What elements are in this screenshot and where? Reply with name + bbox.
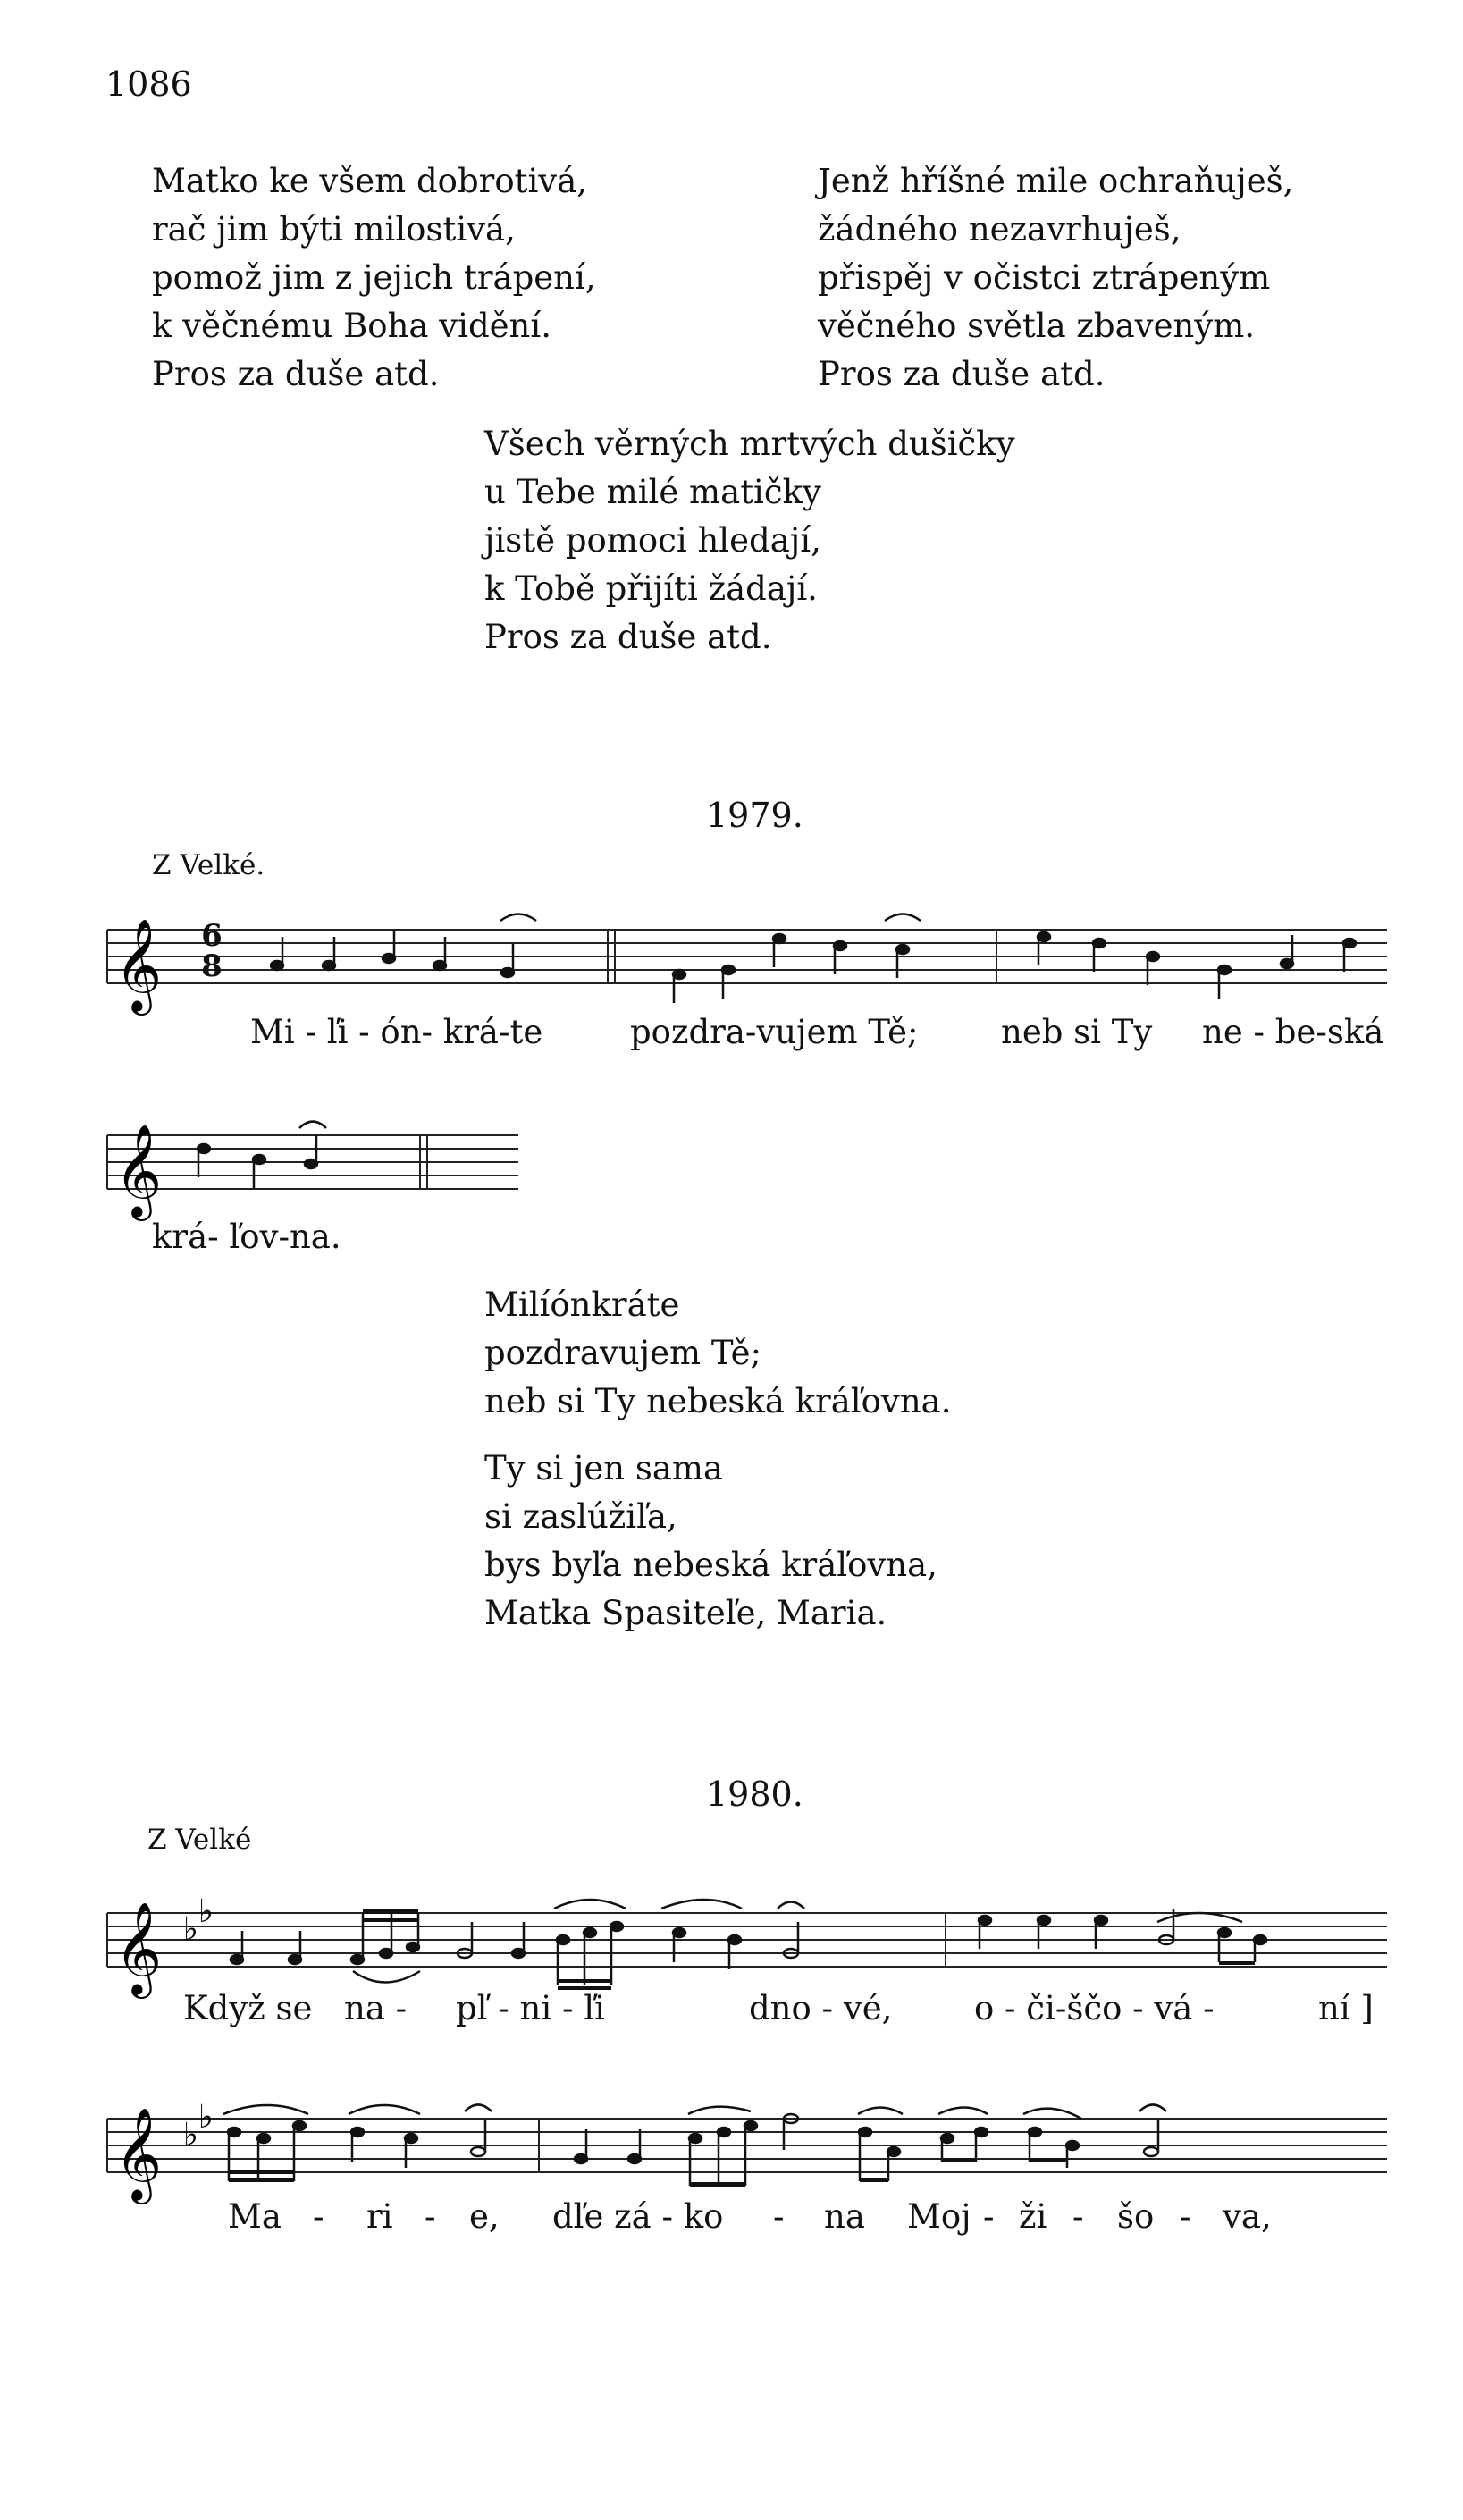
song-origin-1979: Z Velké.: [152, 849, 265, 881]
lyric-syllables: Moj: [907, 2197, 971, 2236]
lyric-syllables: dno - vé,: [749, 1989, 893, 2027]
svg-text:♭: ♭: [183, 2117, 198, 2153]
svg-text:♭: ♭: [198, 1893, 214, 1930]
svg-text:𝄞: 𝄞: [114, 1124, 163, 1218]
lyric-syllables: o - či-ščo - vá -: [974, 1989, 1215, 2027]
song-origin-1980: Z Velké: [147, 1824, 252, 1856]
lyric-syllables: Ma: [228, 2197, 282, 2236]
verse-line: neb si Ty nebeská kráľovna.: [484, 1382, 952, 1420]
lyric-syllables: Mi - ľi - ón- krá-te: [250, 1013, 543, 1051]
verse-line: pozdravujem Tě;: [484, 1334, 762, 1372]
verse-line: Milíónkráte: [484, 1285, 680, 1324]
verse-line: si zaslúžiľa,: [484, 1497, 677, 1536]
verse-line: Pros za duše atd.: [484, 618, 772, 656]
lyric-syllables: ne - be-ská: [1202, 1013, 1384, 1051]
svg-text:𝄞: 𝄞: [114, 1901, 163, 1995]
page-number: 1086: [105, 64, 192, 104]
svg-text:♭: ♭: [183, 1911, 198, 1948]
verse-line: Pros za duše atd.: [152, 355, 440, 393]
verse-line: rač jim býti milostivá,: [152, 210, 516, 249]
time-signature-top: 6: [201, 918, 223, 954]
lyric-syllables: Když se: [183, 1989, 313, 2027]
verse-line: Pros za duše atd.: [818, 355, 1106, 393]
lyric-syllables: na: [824, 2197, 865, 2236]
verse-line: Matko ke všem dobrotivá,: [152, 162, 588, 200]
lyric-syllables: na -: [344, 1989, 408, 2027]
verse-line: věčného světla zbaveným.: [818, 307, 1256, 345]
song-number-1980: 1980.: [706, 1774, 803, 1814]
lyric-syllables: -: [773, 2197, 785, 2236]
lyric-syllables: dľe zá - ko: [552, 2197, 724, 2236]
lyric-syllables: -: [313, 2197, 324, 2236]
lyric-syllables: pozdra-vujem Tě;: [630, 1013, 919, 1051]
lyric-syllables: neb si Ty: [1001, 1013, 1153, 1051]
svg-text:♭: ♭: [198, 2099, 214, 2136]
verse-line: u Tebe milé matičky: [484, 473, 821, 511]
lyric-syllables: -: [1180, 2197, 1191, 2236]
verse-line: jistě pomoci hledají,: [484, 521, 821, 560]
lyric-syllables: šo: [1117, 2197, 1155, 2236]
svg-text:𝄞: 𝄞: [114, 918, 163, 1012]
lyric-syllables: ní ]: [1318, 1989, 1374, 2027]
verse-line: pomož jim z jejich trápení,: [152, 258, 596, 297]
verse-line: přispěj v očistci ztrápeným: [818, 258, 1271, 297]
verse-line: Jenž hříšné mile ochraňuješ,: [818, 162, 1294, 200]
song-number-1979: 1979.: [706, 796, 803, 835]
svg-text:𝄞: 𝄞: [114, 2107, 163, 2201]
verse-line: Všech věrných mrtvých dušičky: [484, 425, 1015, 463]
verse-line: k Tobě přijíti žádají.: [484, 569, 818, 608]
verse-line: Matka Spasiteľe, Maria.: [484, 1594, 887, 1632]
lyric-syllables: -: [1072, 2197, 1084, 2236]
lyric-syllables: ri: [366, 2197, 393, 2236]
lyric-syllables: va,: [1223, 2197, 1272, 2236]
lyric-syllables: e,: [469, 2197, 500, 2236]
lyric-syllables: ži: [1019, 2197, 1047, 2236]
lyric-syllables: -: [983, 2197, 995, 2236]
verse-line: žádného nezavrhuješ,: [818, 210, 1181, 249]
verse-line: k věčnému Boha vidění.: [152, 307, 551, 345]
verse-line: bys byľa nebeská kráľovna,: [484, 1546, 937, 1584]
lyric-syllables: krá- ľov-na.: [152, 1218, 341, 1256]
lyric-syllables: pľ - ni - ľi: [456, 1989, 605, 2027]
lyric-syllables: -: [425, 2197, 436, 2236]
verse-line: Ty si jen sama: [484, 1449, 724, 1488]
time-signature-bottom: 8: [201, 948, 223, 984]
